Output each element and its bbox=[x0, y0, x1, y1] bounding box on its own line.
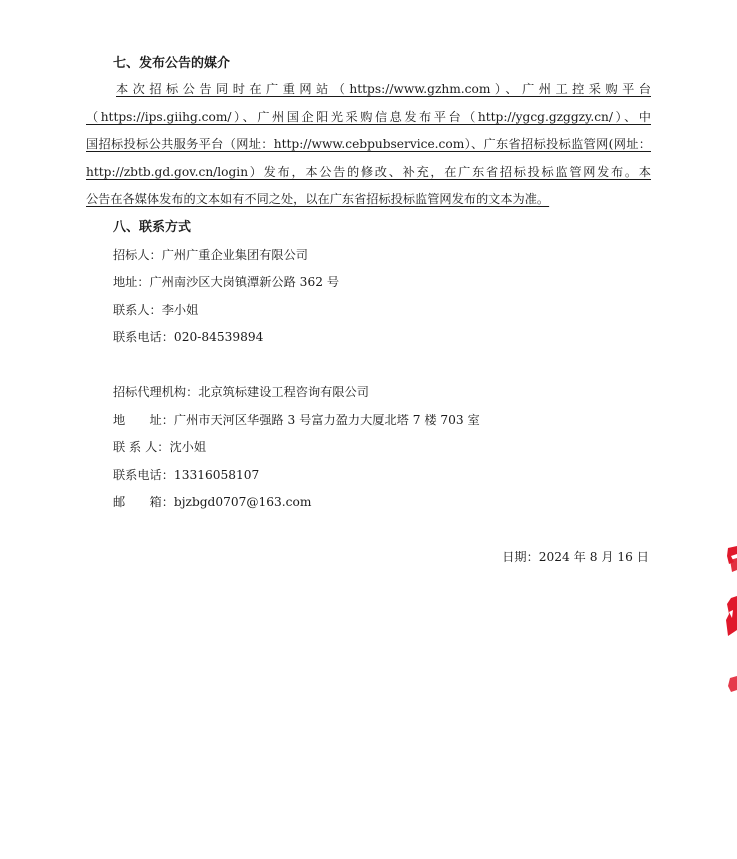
red-seal-stamp-icon bbox=[725, 540, 737, 700]
tenderer-address: 地址：广州南沙区大岗镇潭新公路 362 号 bbox=[113, 275, 340, 289]
tenderer-phone: 联系电话：020-84539894 bbox=[113, 330, 264, 344]
document-date: 日期：2024 年 8 月 16 日 bbox=[502, 550, 649, 564]
tenderer-contact: 联系人：李小姐 bbox=[113, 303, 199, 317]
media-paragraph-line-4: http://zbtb.gd.gov.cn/login）发布，本公告的修改、补充，在广东省招标投标监管网发布。本 bbox=[86, 164, 651, 179]
agency-address: 地 址：广州市天河区华强路 3 号富力盈力大厦北塔 7 楼 703 室 bbox=[113, 413, 480, 427]
section-7-heading: 七、发布公告的媒介 bbox=[113, 56, 231, 71]
agency-email: 邮 箱：bjzbgd0707@163.com bbox=[113, 495, 312, 509]
tenderer-name: 招标人：广州广重企业集团有限公司 bbox=[113, 248, 308, 262]
media-paragraph-line-5: 公告在各媒体发布的文本如有不同之处，以在广东省招标投标监管网发布的文本为准。 bbox=[86, 192, 550, 207]
media-paragraph-line-1: 本次招标公告同时在广重网站（https://www.gzhm.com）、广州工控采购平台 bbox=[116, 82, 651, 96]
media-paragraph-line-3: 国招标投标公共服务平台（网址：http://www.cebpubservice.com）、广东省招标投标监管网(网址： bbox=[86, 137, 651, 152]
media-paragraph-line-2: （https://ips.giihg.com/）、广州国企阳光采购信息发布平台（http://ygcg.gzggzy.cn/）、中 bbox=[86, 109, 651, 124]
section-8-heading: 八、联系方式 bbox=[113, 220, 192, 235]
agency-contact: 联 系 人：沈小姐 bbox=[113, 440, 207, 454]
agency-name: 招标代理机构：北京筑标建设工程咨询有限公司 bbox=[113, 385, 369, 399]
media-paragraph bbox=[86, 76, 651, 214]
agency-phone: 联系电话：13316058107 bbox=[113, 468, 260, 482]
